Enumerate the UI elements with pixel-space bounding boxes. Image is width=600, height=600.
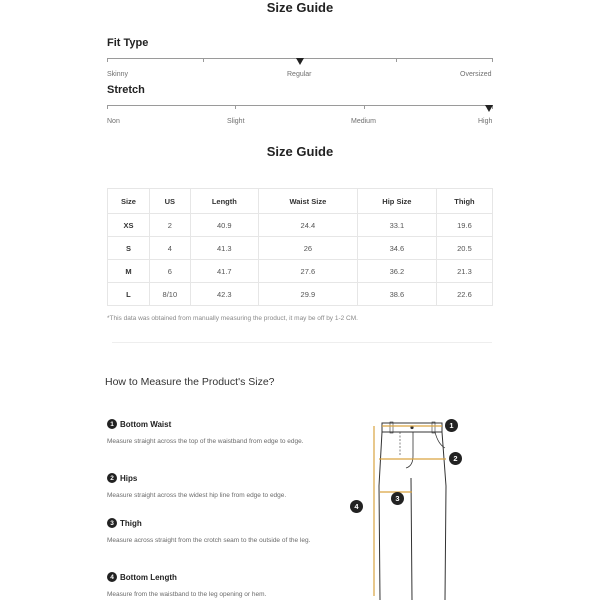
table-cell: 22.6 [436, 283, 492, 306]
fit-tick [203, 58, 204, 62]
step-number-badge: 3 [107, 518, 117, 528]
size-table-title: Size Guide [266, 144, 334, 159]
step-description: Measure straight across the top of the waistband from edge to edge. [107, 438, 304, 445]
table-row [108, 214, 493, 237]
diagram-badge-2: 2 [449, 452, 462, 465]
table-cell: 33.1 [357, 214, 436, 237]
table-cell: 40.9 [190, 214, 258, 237]
step-title: Hips [120, 473, 138, 483]
fit-tick [492, 58, 493, 62]
measure-section-title: How to Measure the Product's Size? [105, 376, 275, 388]
table-cell: 29.9 [258, 283, 357, 306]
fit-selected-marker [296, 58, 304, 65]
step-description: Measure across straight from the crotch seam to the outside of the leg. [107, 537, 311, 544]
stretch-option-medium: Medium [351, 118, 376, 125]
table-cell: 38.6 [357, 283, 436, 306]
diagram-badge-3: 3 [391, 492, 404, 505]
stretch-tick [107, 105, 108, 109]
step-number-badge: 2 [107, 473, 117, 483]
table-cell: 4 [149, 237, 190, 260]
step-title: Bottom Length [120, 572, 177, 582]
step-title: Bottom Waist [120, 419, 172, 429]
table-cell: 24.4 [258, 214, 357, 237]
stretch-tick [364, 105, 365, 109]
stretch-option-high: High [478, 118, 493, 125]
fit-tick [107, 58, 108, 62]
column-header-hip: Hip Size [357, 189, 436, 214]
fit-option-skinny: Skinny [107, 71, 129, 78]
column-header-thigh: Thigh [436, 189, 492, 214]
table-row [108, 237, 493, 260]
column-header-us: US [149, 189, 190, 214]
table-cell: 21.3 [436, 260, 492, 283]
diagram-badge-1: 1 [445, 419, 458, 432]
page-title: Size Guide [266, 0, 334, 15]
step-description: Measure straight across the widest hip line from edge to edge. [107, 492, 287, 499]
diagram-badge-4: 4 [350, 500, 363, 513]
stretch-label: Stretch [107, 84, 145, 96]
section-divider [112, 342, 492, 343]
stretch-option-non: Non [107, 118, 120, 125]
table-cell: 26 [258, 237, 357, 260]
pants-diagram [360, 416, 470, 600]
step-hips [107, 473, 137, 483]
fit-option-oversized: Oversized [460, 71, 492, 78]
step-description: Measure from the waistband to the leg opening or hem. [107, 591, 267, 598]
table-cell: 27.6 [258, 260, 357, 283]
table-cell: 34.6 [357, 237, 436, 260]
fly-seam [406, 432, 413, 468]
size-table-header [108, 189, 493, 214]
stretch-selected-marker [485, 105, 493, 112]
pants-outline [379, 432, 446, 600]
fit-option-regular: Regular [287, 71, 312, 78]
table-cell: 6 [149, 260, 190, 283]
belt-loop [390, 422, 393, 433]
column-header-waist: Waist Size [258, 189, 357, 214]
step-number-badge: 1 [107, 419, 117, 429]
stretch-scale [107, 105, 493, 106]
column-header-size: Size [108, 189, 150, 214]
table-cell: 20.5 [436, 237, 492, 260]
table-cell: 41.3 [190, 237, 258, 260]
table-row [108, 283, 493, 306]
column-header-length: Length [190, 189, 258, 214]
step-number-badge: 4 [107, 572, 117, 582]
step-thigh [107, 518, 142, 528]
stretch-tick [235, 105, 236, 109]
fit-tick [396, 58, 397, 62]
table-cell: 2 [149, 214, 190, 237]
table-cell: S [108, 237, 150, 260]
step-bottom-length [107, 572, 177, 582]
table-cell: M [108, 260, 150, 283]
table-cell: L [108, 283, 150, 306]
measurement-note: *This data was obtained from manually measuring the product, it may be off by 1-2 CM. [107, 315, 358, 322]
fit-type-label: Fit Type [107, 37, 149, 49]
table-cell: 36.2 [357, 260, 436, 283]
table-row [108, 260, 493, 283]
belt-loop [432, 422, 435, 433]
table-cell: 41.7 [190, 260, 258, 283]
table-cell: 42.3 [190, 283, 258, 306]
table-cell: 19.6 [436, 214, 492, 237]
size-table [107, 188, 493, 306]
step-bottom-waist [107, 419, 171, 429]
table-cell: XS [108, 214, 150, 237]
stretch-option-slight: Slight [227, 118, 245, 125]
step-title: Thigh [120, 518, 142, 528]
table-cell: 8/10 [149, 283, 190, 306]
